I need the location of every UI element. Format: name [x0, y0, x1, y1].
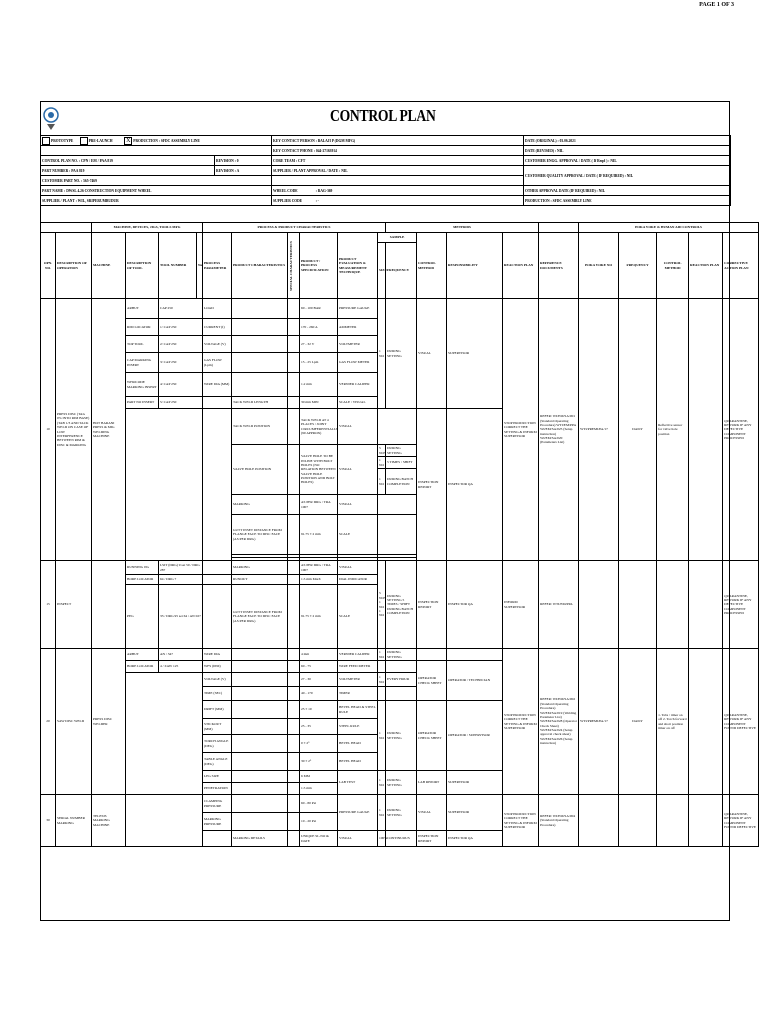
table-cell: VOLTMETER	[338, 673, 378, 687]
table-cell: 1.2 mm	[300, 373, 338, 397]
col-eval: PRODUCT EVALUATION & MEASUREMENT TECHNIQUE	[338, 233, 378, 299]
col-no: No	[197, 233, 203, 299]
production-label: PRODUCTION : SFDC ASSEMBLY LINE	[133, 138, 200, 143]
table-cell: VISUAL	[338, 495, 378, 515]
table-cell: MARKING	[232, 495, 288, 515]
header-table	[40, 135, 731, 206]
table-cell: TIMER	[338, 687, 378, 701]
table-cell: INSPECTOR QA	[447, 409, 503, 561]
op30-corrective: QUARANTINE, REWORK IF ANY COMPONENT FOUND DEFECTIVE	[723, 795, 759, 847]
table-cell: DRIFT (MM)	[203, 701, 232, 719]
table-cell: VISUAL	[417, 795, 447, 831]
table-cell: 1 NO	[378, 673, 386, 687]
table-cell: DURING SETTING	[386, 649, 417, 661]
table-cell: AMMETER	[338, 319, 378, 336]
op20-refs: REFER: WI/EM/SA/002 (Standard Operating Procedure) WI/EM/SA/019 (Welding Parameter List) WI/EM/SA/028 (Operator Check Sheet) WI/EM/SA/024 (Setup approval check sheet) WI/EM/SA/026 (Setup instruction)	[539, 649, 579, 795]
table-cell: 91.75 ± 2 mm	[300, 585, 338, 649]
table-cell: 1 NO	[378, 795, 386, 831]
op10-reaction: STOP PRODUCTION CORRECT THE SETTING & INFORM SUPERVISOR	[503, 299, 539, 561]
table-cell: TABLE ANGLE (DEG)	[203, 753, 232, 771]
table-cell: 1 NO	[378, 469, 386, 495]
table-cell: DIAL INDICATOR	[338, 575, 378, 585]
table-cell: 1 NO	[378, 299, 386, 409]
op30-machine: TELESIS MARKING MACHINE	[92, 795, 126, 847]
table-cell: LAB TEST	[338, 771, 378, 795]
table-cell: VALVE HOLE TO BE INLINE WITH BOLT HOLES (NO RELATION BETWEEN VALVE HOLE POSITION AND BOLT HOLES)	[300, 445, 338, 495]
table-cell: SUPERVISOR	[447, 299, 503, 409]
op20-corrective: QUARANTINE, REWORK IF ANY COMPONENT FOUND DEFECTIVE	[723, 649, 759, 795]
table-cell: SCALE	[338, 585, 378, 649]
table-cell: 4/ CAP 250	[159, 373, 203, 397]
table-cell: DURING SETTING	[386, 795, 417, 831]
table-cell: 91.75 ± 2 mm	[300, 515, 338, 555]
table-cell: PEG	[126, 585, 159, 649]
col-desc-op: DESCRIPTION OF OPERATION	[56, 233, 92, 299]
prelaunch-label: PRE-LAUNCH	[88, 138, 113, 143]
op30-reaction: STOP PRODUCTION CORRECT THE SETTING & INFORM SUPERVISOR	[503, 795, 539, 847]
table-cell: TACK WELD AT 4 PLACES / JOINT CIRCUMFERENTIALLY (90 APPROX)	[300, 409, 338, 445]
table-cell: 30 ± 2°	[300, 753, 338, 771]
table-cell: BORE LOCATOR	[126, 661, 159, 673]
table-cell: ARBUT	[126, 299, 159, 319]
table-cell: WHOCODE MARKING INSERT	[126, 373, 159, 397]
table-cell: RUNNING JIG	[126, 561, 159, 575]
company-logo-icon	[42, 104, 60, 132]
table-cell: MARKING PRESSURE	[203, 813, 232, 831]
prototype-label: PROTOTYPE	[51, 138, 74, 143]
table-cell: 10 - 20 Psi	[300, 813, 338, 831]
col-tool-number: TOOL NUMBER	[159, 233, 197, 299]
table-cell: VISUAL	[417, 299, 447, 409]
table-cell: 64 / DRG 7	[159, 575, 203, 585]
col-py-control: CONTROL METHOD	[657, 233, 689, 299]
table-cell: 4 mm	[300, 649, 338, 661]
col-poka-yoke-no: POKA YOKE NO	[579, 233, 619, 299]
table-cell: OPERATOR CHECK SHEET	[417, 661, 447, 701]
customer-eng-approval: CUSTOMER ENGG. APPROVAL / DATE ( If Reqd ) : NIL	[524, 156, 731, 166]
table-cell: INSPECTOR QA	[447, 831, 503, 847]
table-cell: CONTINUOUS	[386, 831, 417, 847]
col-spec: PRODUCT / PROCESS SPECIFICATION	[300, 233, 338, 299]
revision-cp: REVISION : 0	[215, 156, 272, 166]
table-cell: 3/ CAP 250	[159, 353, 203, 373]
col-size: SIZE	[378, 243, 386, 299]
op10-number: 10	[41, 299, 56, 561]
table-cell: PART NO INSERT	[126, 397, 159, 409]
table-cell: INSPECTION REPORT	[417, 831, 447, 847]
table-cell: 1/ CAP 250	[159, 319, 203, 336]
table-cell: 0 ± 2°	[300, 735, 338, 753]
table-cell: INSPECTOR QA	[447, 561, 503, 649]
table-cell: 60 - 75	[300, 661, 338, 673]
col-opn: OPN. NO.	[41, 233, 56, 299]
op20-reaction: STOP PRODUCTION CORRECT THE SETTING & INFORM SUPERVISOR	[503, 649, 539, 795]
table-cell: AS PER DRG / TRA 1007	[300, 495, 338, 515]
col-sample: SAMPLE	[378, 233, 417, 243]
table-cell: WIRE DIA	[203, 649, 232, 661]
control-plan-table	[40, 222, 759, 847]
op10-refs: REFER: WI/EM/SA/001 (Standard Operating Procedure) WTI/EM/PPA WI/EM/SA/025 (Setup instruction) WI/EM/SA/020 (Parameters List)	[539, 299, 579, 561]
group-process-product: PROCESS & PRODUCT CHARACTERISTICS	[203, 223, 386, 233]
table-cell: GAS FLOW METER	[338, 353, 378, 373]
table-cell: 1.5 mm MAX	[300, 575, 338, 585]
col-corrective: CORRECTIVE ACTION PLAN	[723, 233, 759, 299]
page-title: CONTROL PLAN	[330, 106, 436, 125]
table-cell: DURING SETTING 5 TIMES / SHIFT DURING BATCH COMPLETION	[386, 561, 417, 649]
table-cell: VOLTMETER	[338, 336, 378, 353]
table-cell: EVERY HOUR	[386, 673, 417, 687]
table-cell: STEEL RULE	[338, 719, 378, 735]
table-cell: TORCH ANGLE (DEG)	[203, 735, 232, 753]
table-cell: BEVEL HEAD	[338, 735, 378, 753]
key-contact-phone: KEY CONTACT PHONE : 044-27163914	[272, 146, 524, 156]
table-cell: 1 NO	[378, 771, 386, 795]
table-cell: VISUAL	[338, 409, 378, 445]
op20-py-no: WTI/PREMI/PA/17	[579, 649, 619, 795]
op30-number: 30	[41, 795, 56, 847]
table-cell: VISUAL	[338, 831, 378, 847]
table-cell: CLAMPING PRESSURE	[203, 795, 232, 813]
group-methods: METHODS	[386, 223, 539, 233]
other-approval: OTHER APPROVAL DATE (IF REQUIRED) : NIL	[524, 186, 731, 196]
table-cell: 60 - 80 Psi	[300, 795, 338, 813]
table-cell: VISUAL	[338, 445, 378, 495]
table-cell: DURING SETTING	[386, 299, 417, 409]
table-cell: AN / 347	[159, 649, 203, 661]
table-cell: 5 NOS 1 NO 1 NO	[378, 561, 386, 649]
table-cell: STICKOUT (MM)	[203, 719, 232, 735]
prototype-checkbox[interactable]	[42, 137, 50, 145]
table-cell: 170 - 260 A	[300, 319, 338, 336]
table-cell: 27 - 30	[300, 673, 338, 687]
control-plan-no: CONTROL PLAN NO. : CPN / EM / PAA 819	[41, 156, 215, 166]
op30-description: SERIAL NUMBER MARKING	[56, 795, 92, 847]
group-machine: MACHINE, DEVICES, JIGS, TOOLS MFG	[92, 223, 203, 233]
table-cell: 6 MM	[300, 771, 338, 783]
core-team: CORE TEAM : CFT	[272, 156, 524, 166]
table-cell: 25 ± 10	[300, 701, 338, 719]
table-cell: 40 - 170	[300, 687, 338, 701]
table-cell: UNIQUE SL.NO & DATE	[300, 831, 338, 847]
table-cell: RUNOUT	[232, 575, 288, 585]
col-reference-docs: REFERENCE DOCUMENTS	[539, 233, 579, 299]
page-number: PAGE 1 OF 3	[699, 2, 734, 8]
table-cell: PRESSURE GAUGE	[338, 795, 378, 831]
op10-corrective: QUARANTINE, REWORK IF ANY DEFECTIVE COMPONENT PROCESSED	[723, 299, 759, 561]
table-cell: SCALE	[338, 515, 378, 555]
op20-description: SAW DISC WELD	[56, 649, 92, 795]
table-cell: LAB REPORT	[417, 771, 447, 795]
op20-py-method: 1. Tabs / timer on off 2. Torch forward and short position timer on off	[657, 649, 689, 795]
table-cell: LOAD	[203, 299, 232, 319]
op10-py-freq: DAILY	[619, 299, 657, 561]
col-responsibility: RESPONSIBILITY	[447, 233, 503, 299]
table-cell: VERNIER CALIPER	[338, 649, 378, 661]
col-reaction-plan: REACTION PLAN	[503, 233, 539, 299]
table-cell: GUTT INSET DISTANCE FROM FLANGE FACE TO DISC FACE (AS PER DRG)	[232, 585, 288, 649]
op20-py-freq: DAILY	[619, 649, 657, 795]
table-cell: WFS (IPM)	[203, 661, 232, 673]
table-cell: INSPECTION REPORT	[417, 409, 447, 561]
table-cell: CURRENT (I)	[203, 319, 232, 336]
table-cell: CAP 250	[159, 299, 203, 319]
table-cell: OPERATOR CHECK SHEET	[417, 701, 447, 771]
table-cell: 5 NOS	[379, 446, 387, 455]
col-product-char: PRODUCT CHARACTERISTICS	[232, 233, 288, 299]
op20-machine: PRESS DISC WELDER	[92, 649, 126, 795]
col-frequency: FREQUENCY	[386, 243, 417, 299]
op15-description: INSPECT	[56, 561, 92, 649]
table-cell: VOLTAGE (V)	[203, 673, 232, 687]
table-cell: OPERATOR / SUPERVISOR	[447, 701, 503, 771]
table-cell: PRESSURE GAUGE	[338, 299, 378, 319]
table-cell: 15 - 25 Lpm	[300, 353, 338, 373]
op10-py-no: WTI/PREMI/PA/17	[579, 299, 619, 561]
col-desc-tool: DESCRIPTION OF TOOL	[126, 233, 159, 299]
table-cell: OPERATOR / TECHNICIAN	[447, 661, 503, 701]
supplier-code: SUPPLIER CODE : -	[272, 196, 524, 206]
col-control-method: CONTROL METHOD	[417, 233, 447, 299]
table-cell: REFER: WTI/EM/PPA	[539, 561, 579, 649]
supplier-plant-approval: SUPPLIER / PLANT APPROVAL / DATE : NIL	[272, 166, 524, 176]
table-cell: 30 mm MIN	[300, 397, 338, 409]
table-cell: DURING SETTING	[386, 445, 417, 457]
table-cell: AS PER DRG / TRA 1007	[300, 561, 338, 575]
table-cell: LSIT (DRG) 9 set 50 / DRG 287	[159, 561, 203, 575]
table-cell: RIM LOCATOR	[126, 319, 159, 336]
key-contact-person: KEY CONTACT PERSON : BALAJI P (DGM MFG)	[272, 136, 524, 146]
col-py-reaction: REACTION PLAN	[689, 233, 723, 299]
table-cell: 25 - 35	[300, 719, 338, 735]
table-cell: GAS FLOW (Lpm)	[203, 353, 232, 373]
col-process-param: PROCESS PARAMETER	[203, 233, 232, 299]
table-cell: TOP TOOL	[126, 336, 159, 353]
plan-type-row	[41, 136, 272, 146]
op20-number: 20	[41, 649, 56, 795]
table-cell: MARKING DETAILS	[232, 831, 288, 847]
table-cell: PENETRATION	[203, 783, 232, 795]
table-cell: 5/ CAP 250	[159, 397, 203, 409]
table-cell: 33 / DRG 95 set 64 / AN 027	[159, 585, 203, 649]
customer-part-no: CUSTOMER PART NO. : 565-7469	[41, 176, 272, 186]
table-cell: 1 NO	[379, 458, 385, 467]
table-cell: VOLTAGE (V)	[203, 336, 232, 353]
table-cell: DURING BATCH COMPLETION	[386, 469, 417, 495]
table-cell: SUPERVISOR	[447, 795, 503, 831]
table-cell: 1.5 mm	[300, 783, 338, 795]
date-revised: DATE (REVISED) : NIL	[524, 146, 731, 156]
col-special-char: SPECIAL CHARACTERISTICS	[288, 233, 300, 299]
table-cell: SCALE / VISUAL	[338, 397, 378, 409]
revision-part: REVISION : A	[215, 166, 272, 176]
group-poka-yoke: POKA YOKE & HUMAN AID CONTROLS	[579, 223, 759, 233]
table-cell: DURING SETTING	[386, 701, 417, 771]
table-cell: INSPECTION REPORT	[417, 561, 447, 649]
table-cell: GUTT INSET DISTANCE FROM FLANGE FACE TO DISC FACE (AS PER DRG)	[232, 515, 288, 555]
op15-corrective: QUARANTINE, REWORK IF ANY DEFECTIVE COMPONENT PROCESSED	[723, 561, 759, 649]
part-name: PART NAME : DWSL 4.26 CONSTRUCTION EQUIPMENT WHEEL	[41, 186, 272, 196]
table-cell: VERNIER CALIPER	[338, 373, 378, 397]
prelaunch-checkbox[interactable]	[80, 137, 88, 145]
op15-number: 15	[41, 561, 56, 649]
table-cell: INFORM SUPERVISOR	[503, 561, 539, 649]
table-cell: WIRE DIA (MM)	[203, 373, 232, 397]
op30-refs: REFER: WI/EM/SA/004 (Standard Operating Procedure)	[539, 795, 579, 847]
op10-py-method: Reflective sensor for valve hole position	[657, 299, 689, 561]
table-cell: ARBUT	[126, 649, 159, 661]
date-original: DATE (ORIGINAL) : 03.06.2021	[524, 136, 731, 146]
table-cell: 27 - 32 V	[300, 336, 338, 353]
table-cell: CAP MARKING INSERT	[126, 353, 159, 373]
table-cell: LEG SIZE	[203, 771, 232, 783]
table-cell: BEVEL HEAD	[338, 753, 378, 771]
table-cell: BORE LOCATOR	[126, 575, 159, 585]
table-cell: VISUAL	[338, 561, 378, 575]
col-py-frequency: FREQUENCY	[619, 233, 657, 299]
table-cell: MARKING	[232, 561, 288, 575]
table-cell: DURING SETTING	[386, 771, 417, 795]
op10-machine: HOT BARANI PRESS & MIG WELDING MACHINE	[92, 299, 126, 561]
table-cell: 60 - 100 BAR	[300, 299, 338, 319]
table-cell: TACK WELD LENGTH	[232, 397, 288, 409]
table-cell: WIRE FEED METER	[338, 661, 378, 673]
table-cell: 1 NO	[379, 650, 385, 659]
table-cell: 2/ CAP 250	[159, 336, 203, 353]
part-number: PART NUMBER : PAA 819	[41, 166, 215, 176]
production-line: PRODUCTION : SFDC ASSEMBLY LINE	[524, 196, 731, 206]
table-cell: 5 TIMES / SHIFT	[386, 457, 417, 469]
customer-quality-approval: CUSTOMER QUALITY APPROVAL / DATE ( IF REQUIRED) : NIL	[524, 166, 731, 186]
table-cell: TIME (SEC)	[203, 687, 232, 701]
table-cell: 4 / ZAW 125	[159, 661, 203, 673]
table-cell: 1 NO	[378, 701, 386, 771]
table-cell: VALVE HOLE POSITION	[232, 445, 288, 495]
wheel-code: WHEEL CODE : RAG-369	[272, 186, 524, 196]
col-machine: MACHINE	[92, 233, 126, 299]
op10-description: PRESS DISC (TAG 0% INTO RIM BASE) (TAB 1/3 AND TACK WELD ON CASE OF LOW INTERFERENCE BETWEEN RIM & DISC & MARKING	[56, 299, 92, 561]
table-cell: 100%	[378, 831, 386, 847]
table-cell: BEVEL HEAD & STEEL RULE	[338, 701, 378, 719]
table-cell: TACK WELD POSITION	[232, 409, 288, 445]
production-checkbox[interactable]: X	[126, 137, 131, 144]
supplier-plant: SUPPLIER / PLANT : WIL, SRIPERUMBUDUR	[41, 196, 272, 206]
table-cell: SUPERVISOR	[447, 771, 503, 795]
